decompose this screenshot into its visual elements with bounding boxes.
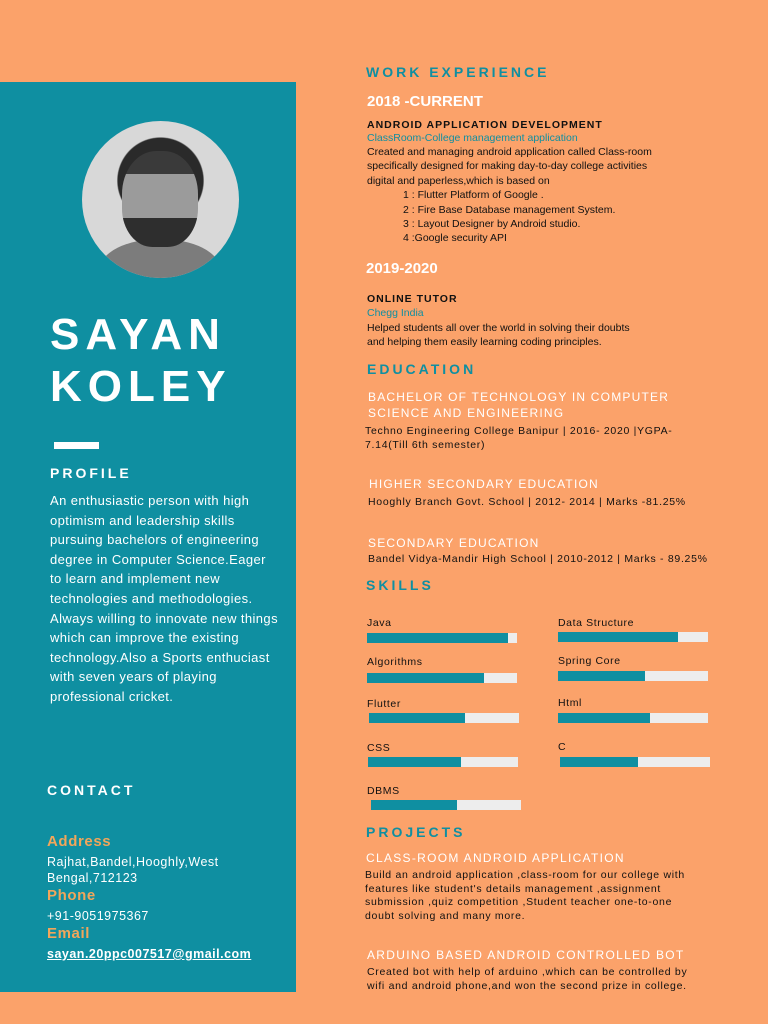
job-description (367, 321, 630, 350)
last-name: KOLEY (50, 362, 232, 411)
desc-line: digital and paperless,which is based on (367, 174, 550, 187)
address-value: Rajhat,Bandel,Hooghly,West Bengal,712123 (47, 855, 219, 885)
skill-bar-fill (367, 633, 508, 643)
work-heading: WORK EXPERIENCE (366, 64, 550, 80)
desc-line: Created and managing android application called Class-room (367, 146, 652, 158)
sidebar (0, 82, 296, 992)
skill-bar-fill (560, 757, 638, 767)
skill-name: Data Structure (558, 617, 635, 629)
avatar (82, 121, 239, 278)
project-title: ARDUINO BASED ANDROID CONTROLLED BOT (367, 948, 685, 962)
desc-point: 1 : Flutter Platform of Google . (403, 189, 544, 202)
skill-bar-track (367, 673, 517, 683)
project-line: wifi and android phone,and won the second prize in college. (367, 979, 687, 992)
desc-line: and helping them easily learning coding principles. (367, 336, 602, 349)
job-title: ONLINE TUTOR (367, 293, 458, 305)
skill-name: Html (558, 697, 582, 709)
skill-bar-fill (558, 713, 650, 723)
profile-heading: PROFILE (50, 465, 132, 481)
desc-point: 2 : Fire Base Database management System. (403, 203, 616, 216)
first-name: SAYAN (50, 310, 226, 359)
desc-point: 4 :Google security API (403, 232, 507, 245)
address-label: Address (47, 833, 112, 850)
project-line: submission ,quiz competition ,Student teacher one-to-one (365, 896, 673, 908)
education-detail: Hooghly Branch Govt. School | 2012- 2014 | Marks -81.25% (368, 496, 686, 508)
email-link[interactable]: sayan.20ppc007517@gmail.com (47, 947, 252, 961)
divider (54, 442, 99, 449)
skill-name: Spring Core (558, 655, 621, 667)
project-line: features like student's details management ,assignment (365, 882, 662, 895)
education-detail: Bandel Vidya-Mandir High School | 2010-2012 | Marks - 89.25% (368, 553, 708, 565)
desc-point: 3 : Layout Designer by Android studio. (403, 218, 581, 231)
skill-name: C (558, 741, 567, 753)
skill-bar-fill (558, 632, 678, 642)
project-line: doubt solving and many more. (365, 909, 526, 922)
job-org: Chegg India (367, 307, 424, 319)
contact-heading: CONTACT (47, 782, 136, 798)
project-line: Build an android application ,class-room for our college with (365, 869, 685, 881)
skill-bar-track (371, 800, 521, 810)
project-title: CLASS-ROOM ANDROID APPLICATION (366, 851, 625, 865)
desc-line: Helped students all over the world in solving their doubts (367, 322, 630, 334)
phone-label: Phone (47, 887, 96, 904)
skill-bar-fill (367, 673, 484, 683)
education-detail: Techno Engineering College Banipur | 2016- 2020 |YGPA-7.14(Till 6th semester) (365, 425, 673, 451)
job-org: ClassRoom-College management application (367, 132, 578, 144)
job-period: 2019-2020 (366, 260, 438, 277)
skill-name: CSS (367, 742, 391, 754)
projects-heading: PROJECTS (366, 824, 466, 840)
skill-bar-track (367, 633, 517, 643)
project-description (367, 966, 687, 993)
skill-bar-track (558, 671, 708, 681)
email-label: Email (47, 925, 91, 942)
education-title: BACHELOR OF TECHNOLOGY IN COMPUTER SCIENCE AND ENGINEERING (368, 390, 670, 420)
skill-name: Algorithms (367, 656, 423, 668)
desc-line: specifically designed for making day-to-day college activities (367, 160, 648, 173)
profile-text: An enthusiastic person with high optimism and leadership skills pursuing bachelors of engineering degree in Computer Science.Eager to learn and implement new technologies and methodologies. Always willing to innovate new things which can improve the existing technology.Also a Sports enthuciast with seven years of playing professional cricket. (50, 493, 278, 704)
skill-bar-track (560, 757, 710, 767)
skill-bar-track (558, 713, 708, 723)
skill-name: Flutter (367, 698, 401, 710)
phone-value: +91-9051975367 (47, 909, 149, 923)
skill-bar-fill (368, 757, 461, 767)
full-name (50, 309, 232, 413)
job-period: 2018 -CURRENT (367, 93, 483, 110)
skill-name: Java (367, 617, 392, 629)
skill-name: DBMS (367, 785, 400, 797)
education-heading: EDUCATION (367, 361, 477, 377)
project-line: Created bot with help of arduino ,which can be controlled by (367, 966, 688, 978)
skill-bar-fill (371, 800, 457, 810)
skill-bar-fill (558, 671, 645, 681)
skill-bar-track (368, 757, 518, 767)
education-title: SECONDARY EDUCATION (368, 536, 540, 550)
skill-bar-track (558, 632, 708, 642)
job-title: ANDROID APPLICATION DEVELOPMENT (367, 119, 603, 131)
skills-heading: SKILLS (366, 577, 434, 593)
job-description (367, 145, 652, 246)
skill-bar-fill (369, 713, 465, 723)
skill-bar-track (369, 713, 519, 723)
education-title: HIGHER SECONDARY EDUCATION (369, 477, 599, 491)
project-description (365, 869, 685, 923)
email-value[interactable] (47, 946, 277, 962)
